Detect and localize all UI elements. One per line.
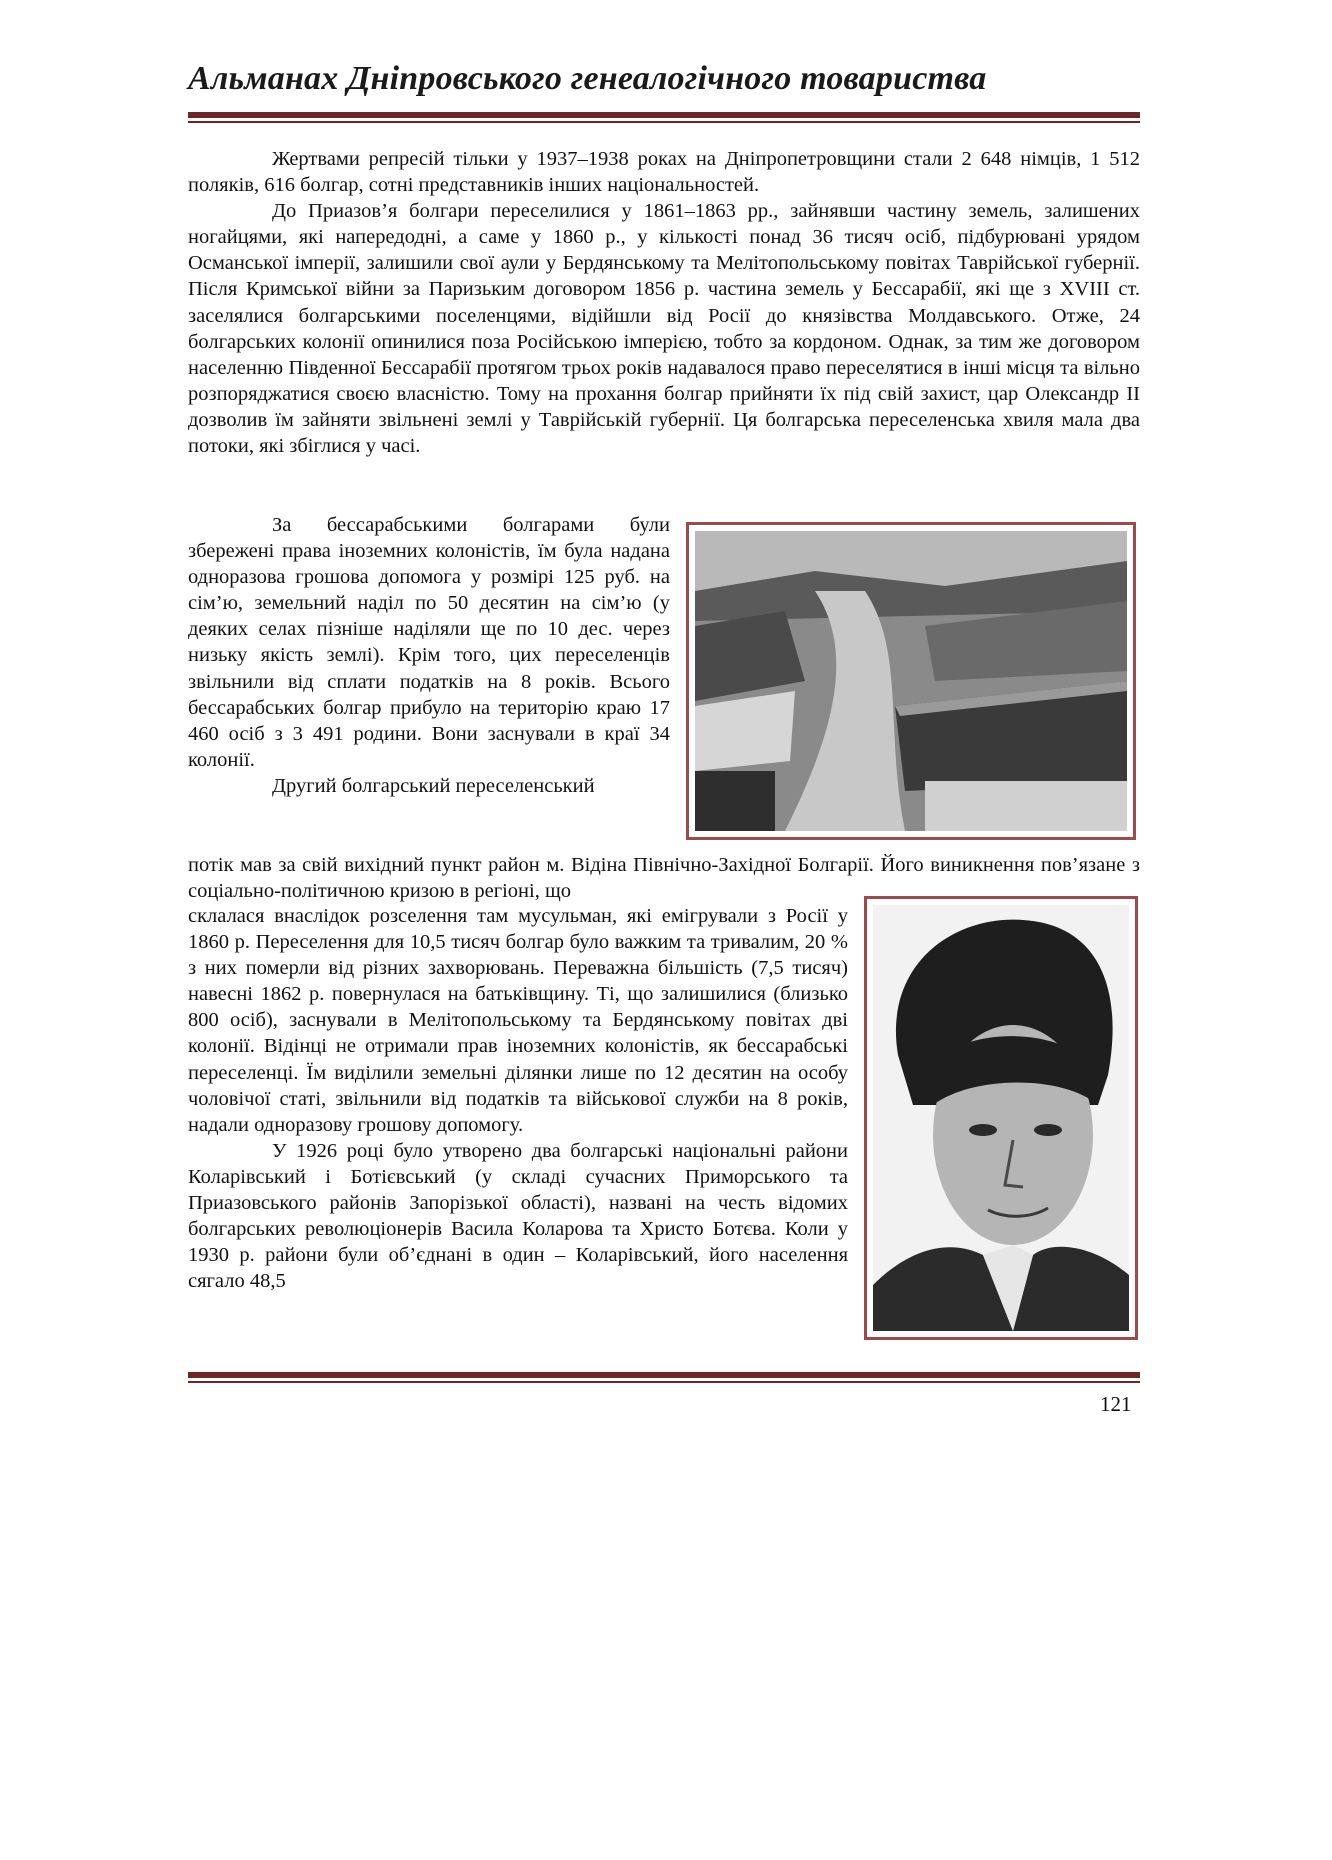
text-block-top xyxy=(188,146,1140,459)
running-title: Альманах Дніпровського генеалогічного товариства xyxy=(188,60,987,97)
village-street-image xyxy=(695,531,1127,831)
paragraph-2: До Приазов’я болгари переселилися у 1861–1863 рр., зайнявши частину земель, залишених ногайцями, які напередодні, а саме у 1860 р., у кількості понад 36 тисяч осіб, підбурювані урядом Османської імперії, залишили свої аули у Бердянському та Мелітопольському повітах Таврійської губернії. Після Кримської війни за Паризьким договором 1856 р. частина земель у Бессарабії, які ще з XVIII ст. заселялися болгарськими поселенцями, відійшли від Росії до князівства Молдавського. Отже, 24 болгарських колонії опинилися поза Російською імперією, тобто за кордоном. Однак, за тим же договором населенню Південної Бессарабії протягом трьох років надавалося право переселятися в інші місця та вільно розпоряджатися своєю власністю. Тому на прохання болгар прийняти їх під свій захист, цар Олександр II дозволив їм зайняти звільнені землі у Таврійській губернії. Ця болгарська переселенська хвиля мала два потоки, які збіглися у часі. xyxy=(188,200,1140,458)
text-column-left xyxy=(188,512,670,799)
paragraph-5: склалася внаслідок розселення там мусульман, які емігрували з Росії у 1860 р. Переселення для 10,5 тисяч болгар було важким та тривалим, 20 % з них померли від різних захворювань. Переважна більшість (7,5 тисяч) навесні 1862 р. повернулася на батьківщину. Ті, що залишилися (близько 800 осіб), заснували в Мелітопольському та Бердянському повітах дві колонії. Відінці не отримали прав іноземних колоністів, як бессарабські переселенці. Їм виділили земельні ділянки лише по 12 десятин на особу чоловічої статі, звільнили від податків та військової служби на 8 років, надали одноразову грошову допомогу. xyxy=(188,905,848,1136)
paragraph-3: За бессарабськими болгарами були збережені права іноземних колоністів, їм була надана одноразова грошова допомога у розмірі 125 руб. на сім’ю, земельний наділ по 50 десятин на сім’ю (у деяких селах пізніше наділяли ще по 10 дес. через низьку якість землі). Крім того, цих переселенців звільнили від сплати податків на 8 років. Всього бессарабських болгар прибуло на територію краю 17 460 осіб з 3 491 родини. Вони заснували в краї 34 колонії. xyxy=(188,514,670,771)
page-number: 121 xyxy=(1100,1392,1132,1416)
paragraph-4-start: Другий болгарський переселенський xyxy=(272,774,595,797)
footer-rule xyxy=(188,1372,1140,1383)
village-photo xyxy=(686,522,1136,840)
portrait-image xyxy=(873,905,1129,1331)
paragraph-6: У 1926 році було утворено два болгарські національні райони Коларівський і Ботієвський (у складі сучасних Приморського та Приазовського районів Запорізької області), названі на честь відомих болгарських революціонерів Васила Коларова та Христо Ботєва. Коли у 1930 р. райони були об’єднані в один – Коларівський, його населення сягало 48,5 xyxy=(188,1139,848,1293)
portrait-photo xyxy=(864,896,1138,1340)
text-column-mid xyxy=(188,903,848,1294)
paragraph-4-continued: потік мав за свій вихідний пункт район м. Відіна Північно-Західної Болгарії. Його виникнення пов’язане з соціально-політичною кризою в регіоні, що xyxy=(188,854,1140,903)
paragraph-1: Жертвами репресій тільки у 1937–1938 роках на Дніпропетровщини стали 2 648 німців, 1 512 поляків, 616 болгар, сотні представників інших національностей. xyxy=(188,148,1140,197)
header-rule xyxy=(188,112,1140,123)
